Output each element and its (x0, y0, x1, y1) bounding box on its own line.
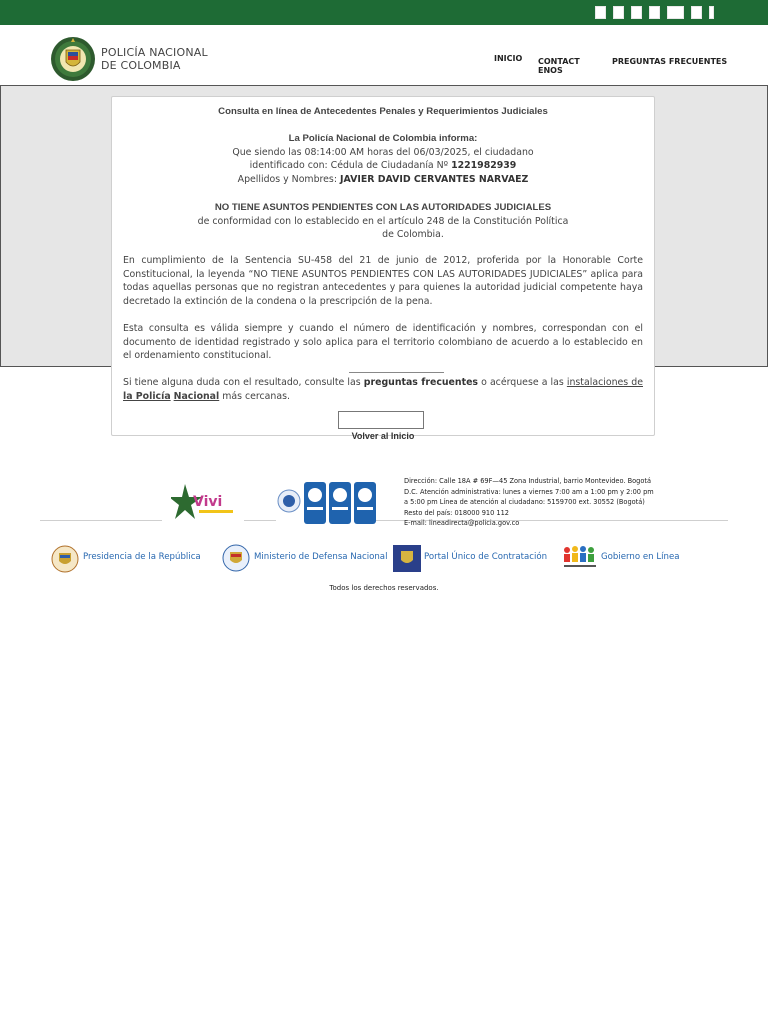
brand-line-2: DE COLOMBIA (101, 59, 181, 72)
vive-digital-logo[interactable] (171, 482, 237, 524)
informa-heading: La Policía Nacional de Colombia informa: (288, 133, 478, 144)
link-gobierno-en-linea[interactable]: Gobierno en Línea (601, 552, 680, 562)
contact-line: a 5:00 pm Línea de atención al ciudadano: 5159700 ext. 30552 (Bogotá) (404, 498, 645, 506)
square-icon[interactable] (613, 6, 624, 19)
nav-contactenos[interactable]: CONTACTENOS (538, 57, 580, 75)
id-line (112, 159, 654, 173)
contact-info (404, 476, 676, 529)
doubt-mid: o acérquese a las (481, 377, 564, 388)
contact-line: D.C. Atención administrativa: lunes a viernes 7:00 am a 1:00 pm y 2:00 pm (404, 487, 654, 496)
paragraph-sentencia: En cumplimiento de la Sentencia SU-458 del 21 de junio de 2012, proferida por la Honorable Corte Constitucional, la leyenda “NO TIENE ASUNTOS PENDIENTES CON LAS AUTORIDADES JUDICIALES” aplica para todas aquellas personas que no registran antecedentes y para quienes la autoridad judicial competente haya decretado la extinción de la condena o la prescripción de la pena. (123, 255, 643, 308)
link-portal-contratacion[interactable]: Portal Único de Contratación (424, 552, 548, 562)
doubt-paragraph (123, 376, 643, 403)
link-la-policia[interactable]: la Policía (123, 390, 171, 402)
doubt-post: más cercanas. (222, 390, 290, 402)
copyright: Todos los derechos reservados. (329, 584, 439, 592)
divider (349, 372, 444, 373)
id-number: 1221982939 (451, 160, 517, 172)
top-bar (0, 0, 768, 25)
result-card (111, 96, 655, 441)
id-label: identificado con: Cédula de Ciudadanía Nº (249, 160, 449, 172)
square-icon[interactable] (691, 6, 702, 19)
link-ministerio-defensa[interactable]: Ministerio de Defensa Nacional (254, 552, 388, 562)
police-emblem-logo[interactable] (49, 36, 97, 82)
status-block (112, 201, 654, 242)
iso-certification-logos[interactable] (276, 481, 378, 527)
presidencia-shield-icon[interactable] (51, 545, 79, 573)
brand-name (101, 46, 208, 72)
card-info-block (112, 132, 654, 187)
square-icon[interactable] (649, 6, 660, 19)
names-value: JAVIER DAVID CERVANTES NARVAEZ (339, 174, 529, 186)
status-text: NO TIENE ASUNTOS PENDIENTES CON LAS AUTORIDADES JUDICIALES (214, 202, 552, 213)
link-presidencia[interactable]: Presidencia de la República (83, 552, 201, 562)
conformity-line-1: de conformidad con lo establecido en el artículo 248 de la Constitución Política (197, 215, 569, 227)
nav-preguntas-frecuentes[interactable]: PREGUNTAS FRECUENTES (612, 57, 728, 66)
gobierno-en-linea-people-icon[interactable] (561, 544, 599, 572)
brand-line-1: POLICÍA NACIONAL (101, 46, 208, 59)
names-line (112, 173, 654, 187)
volver-button-box[interactable] (338, 411, 424, 429)
bar-icon[interactable] (709, 6, 714, 19)
nav-inicio[interactable]: INICIO (494, 54, 523, 63)
contact-line: Resto del país: 018000 910 112 (404, 508, 510, 517)
names-label: Apellidos y Nombres: (237, 174, 337, 186)
conformity-line-2: de Colombia. (382, 229, 444, 241)
top-icons (595, 6, 714, 19)
contact-line: E-mail: lineadirecta@policia.gov.co (404, 519, 520, 527)
link-nacional[interactable]: Nacional (173, 390, 220, 402)
contact-line: Dirección: Calle 18A # 69F—45 Zona Industrial, barrio Montevideo. Bogotá (404, 477, 651, 485)
link-instalaciones[interactable]: instalaciones de (566, 377, 643, 388)
square-icon[interactable] (595, 6, 606, 19)
paragraph-validez: Esta consulta es válida siempre y cuando el número de identificación y nombres, correspondan con el documento de identidad registrado y solo aplica para el territorio colombiano de acuerdo a lo establecido en el ordenamiento constitucional. (123, 323, 643, 362)
footer-line-left (40, 520, 162, 521)
contratacion-shield-icon[interactable] (393, 545, 421, 572)
mindefensa-shield-icon[interactable] (222, 544, 250, 572)
faq-text: preguntas frecuentes (363, 377, 479, 388)
time-line: Que siendo las 08:14:00 AM horas del 06/03/2025, el ciudadano (232, 146, 534, 158)
vive-text: Vivi (193, 494, 223, 510)
square-icon[interactable] (631, 6, 642, 19)
card-title: Consulta en línea de Antecedentes Penales y Requerimientos Judiciales (218, 106, 548, 117)
volver-al-inicio-button[interactable]: Volver al Inicio (351, 431, 415, 441)
footer-line-mid (244, 520, 276, 521)
wide-square-icon[interactable] (667, 6, 684, 19)
doubt-pre: Si tiene alguna duda con el resultado, consulte las (123, 377, 361, 388)
